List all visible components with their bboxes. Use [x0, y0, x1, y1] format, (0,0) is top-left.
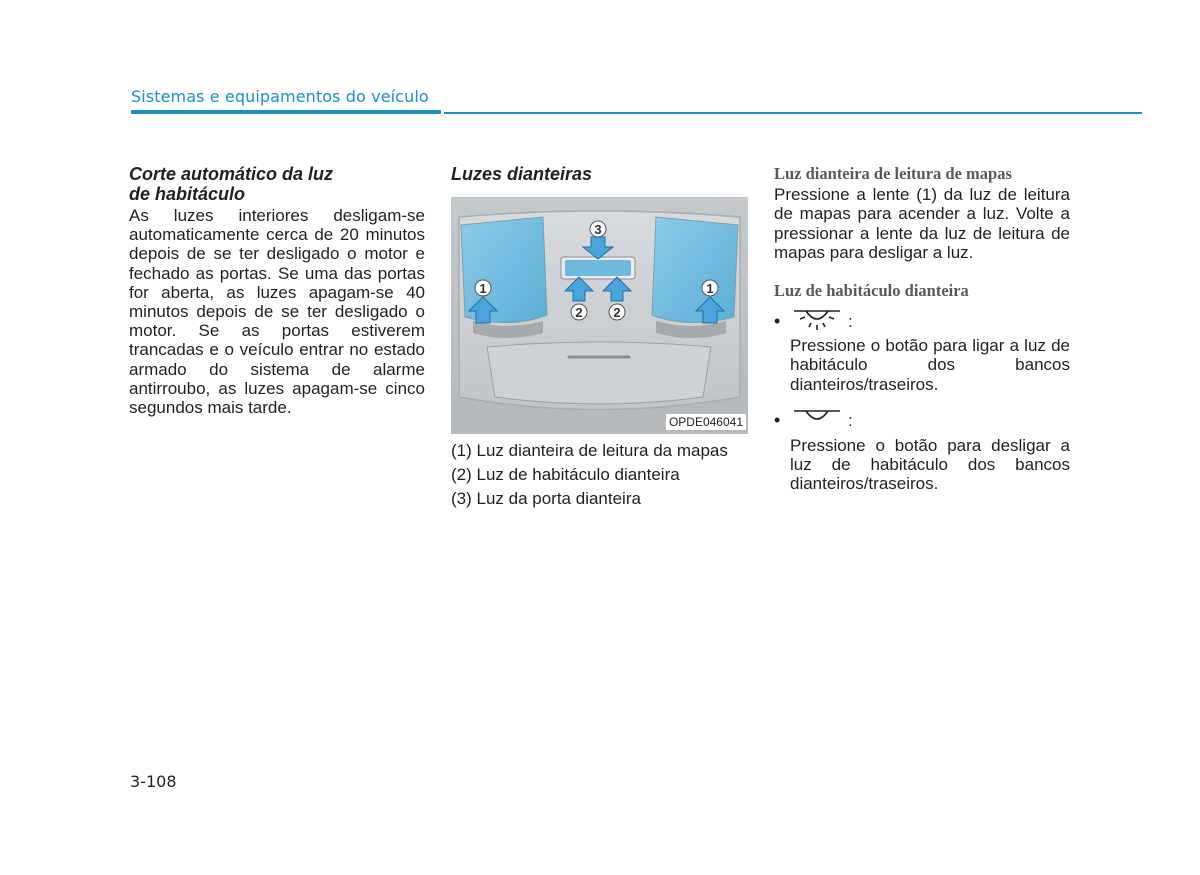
bullet-colon-off: :: [848, 411, 853, 431]
dome-off-text: Pressione o botão para desligar a luz de habitáculo dos bancos dianteiros/traseiros.: [790, 435, 1070, 494]
switch-panel-lit: [565, 260, 631, 276]
figure-code: OPDE046041: [666, 414, 746, 430]
figure-captions: [451, 439, 748, 511]
front-lights-heading: Luzes dianteiras: [451, 164, 593, 184]
column-front-lights: [451, 164, 748, 511]
callout-1b-label: 1: [706, 281, 714, 296]
dome-on-text: Pressione o botão para ligar a luz de habitáculo dos bancos dianteiros/traseiros.: [790, 336, 1070, 394]
bullet-dome-on: [774, 310, 1070, 332]
bullet-dome-off: [774, 410, 1070, 432]
map-light-heading: Luz dianteira de leitura de mapas: [774, 164, 1012, 183]
column-auto-cutoff: [129, 164, 425, 417]
right-map-lens: [652, 217, 738, 323]
auto-cutoff-heading-line1: Corte automático da luz: [129, 164, 334, 184]
dome-light-on-icon: [792, 307, 842, 335]
column-front-light-details: [774, 164, 1070, 493]
overhead-console-figure: [451, 197, 748, 434]
auto-cutoff-heading: [129, 164, 425, 204]
overhead-console-illustration: [451, 197, 748, 434]
auto-cutoff-heading-line2: de habitáculo: [129, 184, 246, 204]
sunglass-holder-lid: [487, 342, 711, 404]
map-light-body: Pressione a lente (1) da luz de leitura de mapas para acender a luz. Volte a pressionar a lente da luz de leitura de mapas para desligar a luz.: [774, 185, 1070, 262]
bullet-dot-off: •: [774, 410, 781, 431]
callout-1a-label: 1: [479, 281, 487, 296]
bullet-colon-on: :: [848, 311, 853, 331]
callout-2a-label: 2: [575, 305, 583, 320]
section-header-title: Sistemas e equipamentos do veículo: [131, 87, 429, 106]
dome-light-heading: Luz de habitáculo dianteira: [774, 281, 969, 301]
page-number: 3-108: [130, 772, 177, 791]
caption-1: (1) Luz dianteira de leitura da mapas: [451, 441, 728, 460]
callout-2b-label: 2: [613, 305, 621, 320]
caption-2: (2) Luz de habitáculo dianteira: [451, 465, 680, 484]
header-rule-thin: [444, 112, 1142, 114]
bullet-dot-on: •: [774, 310, 781, 331]
callout-3-label: 3: [594, 222, 602, 237]
header-rule-thick: [131, 110, 441, 114]
caption-3: (3) Luz da porta dianteira: [451, 489, 641, 508]
auto-cutoff-body: As luzes interiores desligam-se automaticamente cerca de 20 minutos depois de se ter desligado o motor e fechado as portas. Se uma das portas for aberta, as luzes apagam-se 40 minutos depois de se ter desligado o motor. Se as portas estiverem trancadas e o veículo entrar no estado armado do sistema de alarme antirroubo, as luzes apagam-se cinco segundos mais tarde.: [129, 206, 425, 418]
dome-light-off-icon: [792, 407, 842, 435]
